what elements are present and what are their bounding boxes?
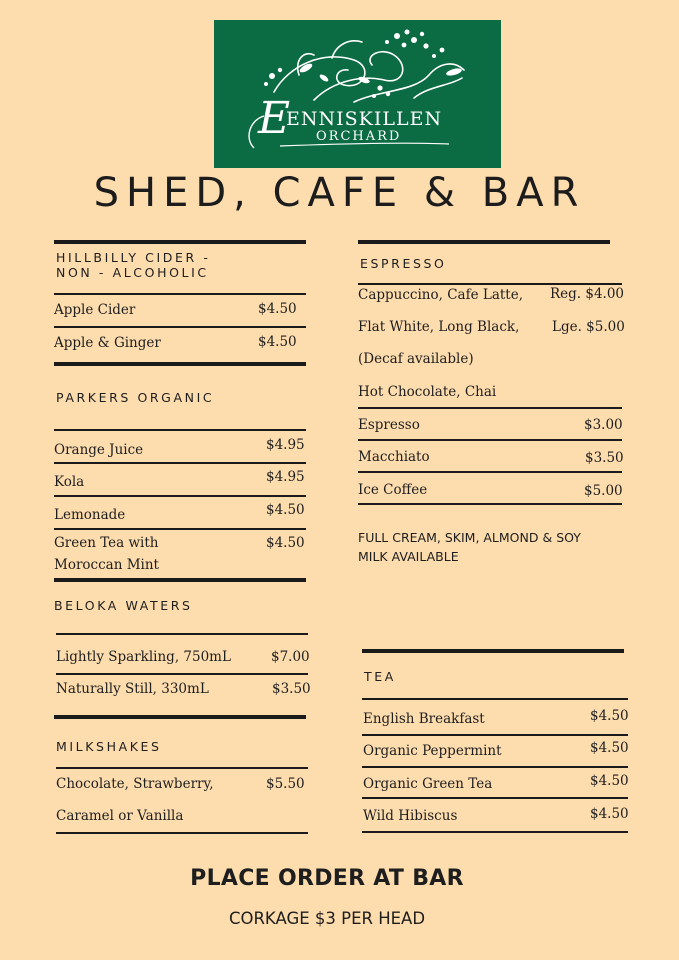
menu-item-price: $4.50: [258, 301, 297, 317]
menu-item-name: Kola: [54, 474, 85, 490]
row-divider: [362, 734, 628, 736]
regular-price: Reg. $4.00: [550, 286, 625, 302]
menu-item-name-line1: Chocolate, Strawberry,: [56, 776, 214, 792]
espresso-line2: Flat White, Long Black,: [358, 319, 520, 335]
row-divider: [54, 326, 306, 328]
menu-item-name: Apple Cider: [54, 302, 136, 318]
row-divider: [362, 831, 628, 833]
row-divider: [54, 462, 306, 464]
hillbilly-heading-line1: HILLBILLY CIDER -: [56, 250, 211, 265]
milk-note-line1: FULL CREAM, SKIM, ALMOND & SOY: [358, 530, 581, 545]
menu-item-price: $3.50: [585, 450, 624, 466]
menu-item-name: Espresso: [358, 417, 420, 433]
row-divider: [54, 293, 306, 295]
menu-item-name: Wild Hibiscus: [363, 808, 458, 824]
row-divider: [54, 528, 306, 530]
row-divider: [56, 673, 308, 675]
row-divider: [54, 429, 306, 431]
row-divider: [362, 766, 628, 768]
menu-item-price: $5.00: [584, 483, 623, 499]
menu-item-price: $4.50: [590, 740, 629, 756]
menu-item-price: $3.50: [272, 681, 311, 697]
menu-item-price: $5.50: [266, 776, 305, 792]
menu-item-name-line2: Caramel or Vanilla: [56, 808, 184, 824]
row-divider: [362, 698, 628, 700]
menu-item-price: $4.50: [590, 773, 629, 789]
milk-note-line2: MILK AVAILABLE: [358, 549, 459, 564]
section-divider: [362, 649, 624, 653]
milkshakes-heading: MILKSHAKES: [56, 739, 162, 754]
menu-item-name: Lightly Sparkling, 750mL: [56, 649, 231, 665]
menu-item-name-line2: Moroccan Mint: [54, 557, 159, 573]
espresso-line1: Cappuccino, Cafe Latte,: [358, 287, 523, 303]
logo-flourish-icon: [214, 20, 501, 168]
row-divider: [358, 407, 622, 409]
page-title: SHED, CAFE & BAR: [93, 170, 586, 216]
menu-item-price: $3.00: [584, 417, 623, 433]
row-divider: [358, 503, 622, 505]
menu-item-name: Macchiato: [358, 449, 430, 465]
enniskillen-orchard-logo: [214, 20, 501, 168]
menu-item-price: $4.50: [590, 806, 629, 822]
row-divider: [56, 633, 308, 635]
menu-item-name: Lemonade: [54, 507, 126, 523]
place-order-notice: PLACE ORDER AT BAR: [190, 866, 464, 891]
menu-item-name: English Breakfast: [363, 711, 485, 727]
section-divider: [54, 715, 306, 719]
menu-item-name: Orange Juice: [54, 442, 144, 458]
tea-heading: TEA: [364, 669, 396, 684]
row-divider: [54, 495, 306, 497]
section-divider: [54, 240, 306, 244]
menu-item-name: Organic Green Tea: [363, 776, 493, 792]
espresso-line3: (Decaf available): [358, 351, 474, 367]
row-divider: [358, 439, 622, 441]
logo-sub: ORCHARD: [316, 129, 402, 144]
menu-item-price: $4.50: [266, 535, 305, 551]
menu-item-price: $4.95: [266, 437, 305, 453]
section-divider: [358, 240, 610, 244]
row-divider: [56, 832, 308, 834]
logo-name: ENNISKILLEN: [286, 108, 443, 130]
hillbilly-heading-line2: NON - ALCOHOLIC: [56, 265, 209, 280]
menu-item-name-line1: Green Tea with: [54, 535, 159, 551]
row-divider: [56, 767, 308, 769]
section-divider: [54, 578, 306, 582]
menu-item-name: Naturally Still, 330mL: [56, 681, 209, 697]
row-divider: [362, 797, 628, 799]
menu-item-price: $4.50: [258, 334, 297, 350]
menu-item-price: $4.95: [266, 469, 305, 485]
espresso-line4: Hot Chocolate, Chai: [358, 384, 497, 400]
menu-item-price: $4.50: [590, 708, 629, 724]
menu-item-name: Apple & Ginger: [54, 335, 161, 351]
section-divider: [54, 362, 306, 366]
row-divider: [358, 471, 622, 473]
parkers-heading: PARKERS ORGANIC: [56, 390, 215, 405]
beloka-heading: BELOKA WATERS: [54, 598, 193, 613]
corkage-notice: CORKAGE $3 PER HEAD: [228, 909, 426, 928]
row-divider: [358, 283, 622, 285]
large-price: Lge. $5.00: [552, 319, 625, 335]
menu-item-price: $7.00: [271, 649, 310, 665]
espresso-heading: ESPRESSO: [360, 256, 447, 271]
menu-item-name: Organic Peppermint: [363, 743, 502, 759]
menu-item-name: Ice Coffee: [358, 482, 428, 498]
svg-text:E: E: [258, 93, 291, 144]
menu-item-price: $4.50: [266, 502, 305, 518]
